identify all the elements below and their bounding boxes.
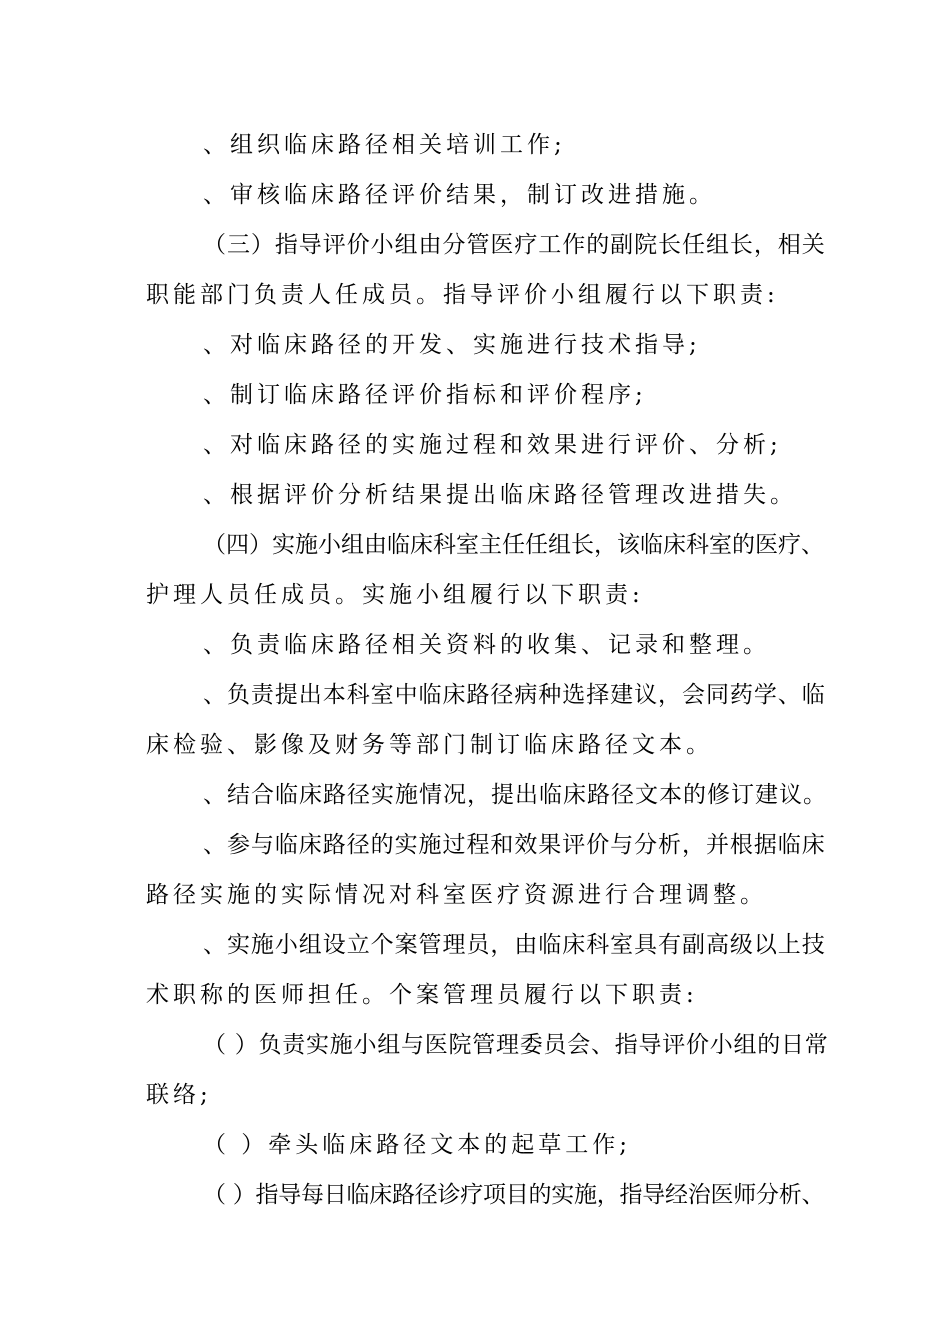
paragraph-line: 护理人员任成员。实施小组履行以下职责:: [146, 582, 644, 608]
paragraph-line: 、对临床路径的开发、实施进行技术指导;: [203, 332, 701, 358]
paragraph-line: （ ）负责实施小组与医院管理委员会、指导评价小组的日常: [203, 1032, 829, 1058]
paragraph-line: 、负责临床路径相关资料的收集、记录和整理。: [203, 632, 770, 658]
paragraph-line: 、负责提出本科室中临床路径病种选择建议，会同药学、临: [203, 682, 826, 708]
paragraph-line: 、对临床路径的实施过程和效果进行评价、分析;: [203, 432, 782, 458]
paragraph-line: （ ）指导每日临床路径诊疗项目的实施，指导经治医师分析、: [203, 1182, 825, 1208]
paragraph-line: 、结合临床路径实施情况，提出临床路径文本的修订建议。: [203, 782, 827, 808]
paragraph-line: 职能部门负责人任成员。指导评价小组履行以下职责:: [146, 282, 779, 308]
paragraph-line: （ ）牵头临床路径文本的起草工作;: [203, 1132, 632, 1158]
paragraph-line: 、审核临床路径评价结果，制订改进措施。: [203, 182, 716, 208]
paragraph-line: （三）指导评价小组由分管医疗工作的副院长任组长，相关: [203, 232, 826, 258]
paragraph-line: 、实施小组设立个案管理员，由临床科室具有副高级以上技: [203, 932, 826, 958]
paragraph-line: 床检验、影像及财务等部门制订临床路径文本。: [146, 732, 713, 758]
paragraph-line: 术职称的医师担任。个案管理员履行以下职责:: [146, 982, 698, 1008]
paragraph-line: 路径实施的实际情况对科室医疗资源进行合理调整。: [146, 882, 767, 908]
paragraph-line: 、根据评价分析结果提出临床路径管理改进措失。: [203, 482, 797, 508]
paragraph-line: 、参与临床路径的实施过程和效果评价与分析，并根据临床: [203, 832, 826, 858]
paragraph-line: 、制订临床路径评价指标和评价程序;: [203, 382, 647, 408]
paragraph-line: （四）实施小组由临床科室主任任组长，该临床科室的医疗、: [203, 532, 824, 558]
paragraph-line: 联络;: [146, 1082, 212, 1108]
paragraph-line: 、组织临床路径相关培训工作;: [203, 132, 566, 158]
